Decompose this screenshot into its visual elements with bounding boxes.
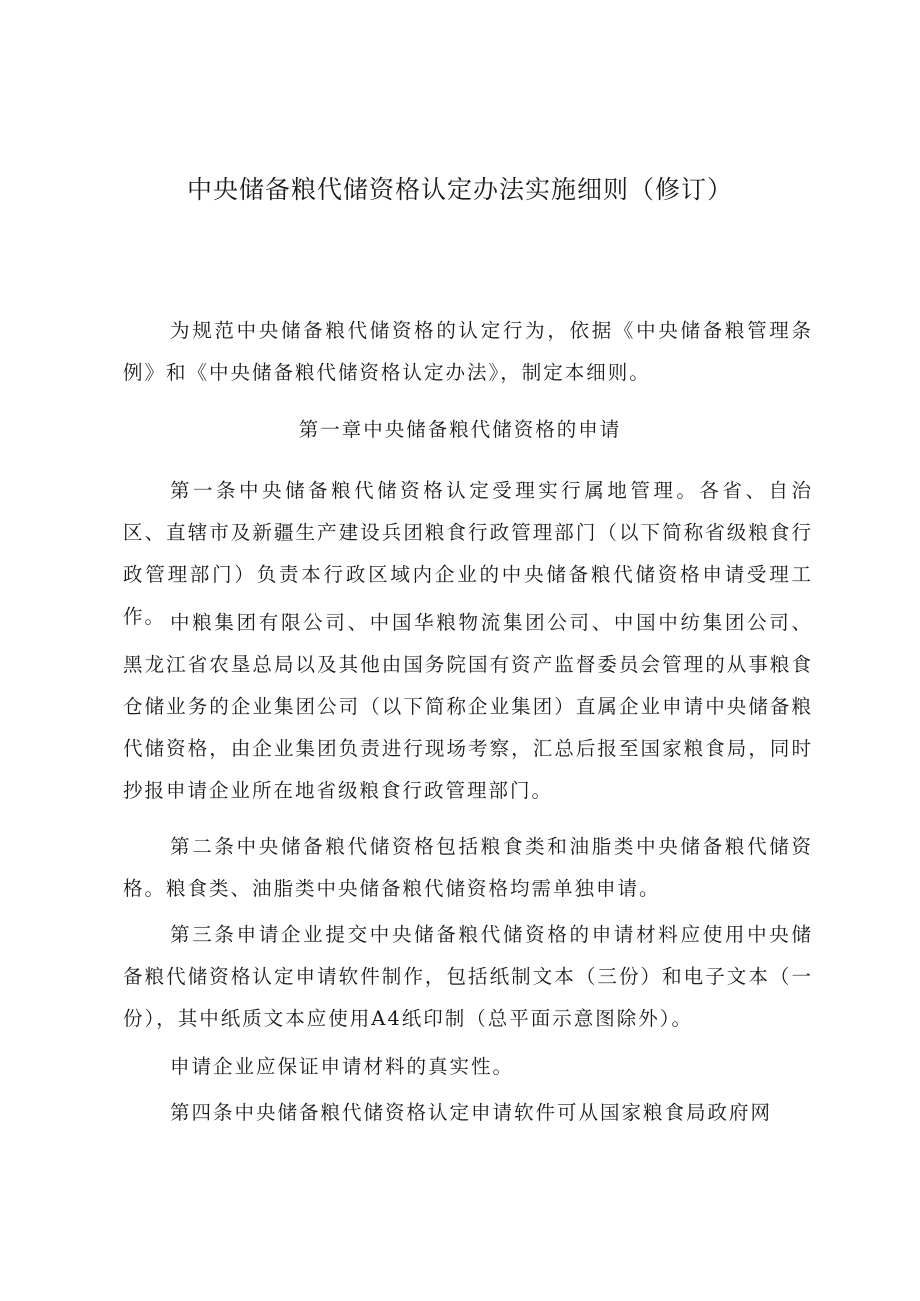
- enterprise-group-paragraph: 中粮集团有限公司、中国华粮物流集团公司、中国中纺集团公司、黑龙江省农垦总局以及其他由国务院国有资产监督委员会管理的从事粮食仓储业务的企业集团公司（以下简称企业集团）直属企业申请中央储备粮代储资格，由企业集团负责进行现场考察，汇总后报至国家粮食局，同时抄报申请企业所在地省级粮食行政管理部门。: [123, 611, 813, 802]
- article-3-paragraph: 第三条申请企业提交中央储备粮代储资格的申请材料应使用中央储备粮代储资格认定申请软件制作，包括纸制文本（三份）和电子文本（一份），其中纸质文本应使用A4纸印制（总平面示意图除外）。: [123, 923, 813, 1030]
- article-1-paragraph: 第一条中央储备粮代储资格认定受理实行属地管理。各省、自治区、直辖市及新疆生产建设兵团粮食行政管理部门（以下简称省级粮食行政管理部门）负责本行政区域内企业的中央储备粮代储资格申请受理工作。: [123, 479, 813, 628]
- preamble-paragraph: 为规范中央储备粮代储资格的认定行为，依据《中央储备粮管理条例》和《中央储备粮代储资格认定办法》，制定本细则。: [123, 319, 813, 384]
- article-2-paragraph: 第二条中央储备粮代储资格包括粮食类和油脂类中央储备粮代储资格。粮食类、油脂类中央储备粮代储资格均需单独申请。: [123, 835, 813, 900]
- authenticity-paragraph: 申请企业应保证申请材料的真实性。: [170, 1055, 515, 1078]
- chapter-heading: 第一章中央储备粮代储资格的申请: [298, 418, 622, 441]
- document-title: 中央储备粮代储资格认定办法实施细则（修订）: [186, 175, 733, 204]
- article-4-paragraph: 第四条中央储备粮代储资格认定申请软件可从国家粮食局政府网: [170, 1101, 773, 1124]
